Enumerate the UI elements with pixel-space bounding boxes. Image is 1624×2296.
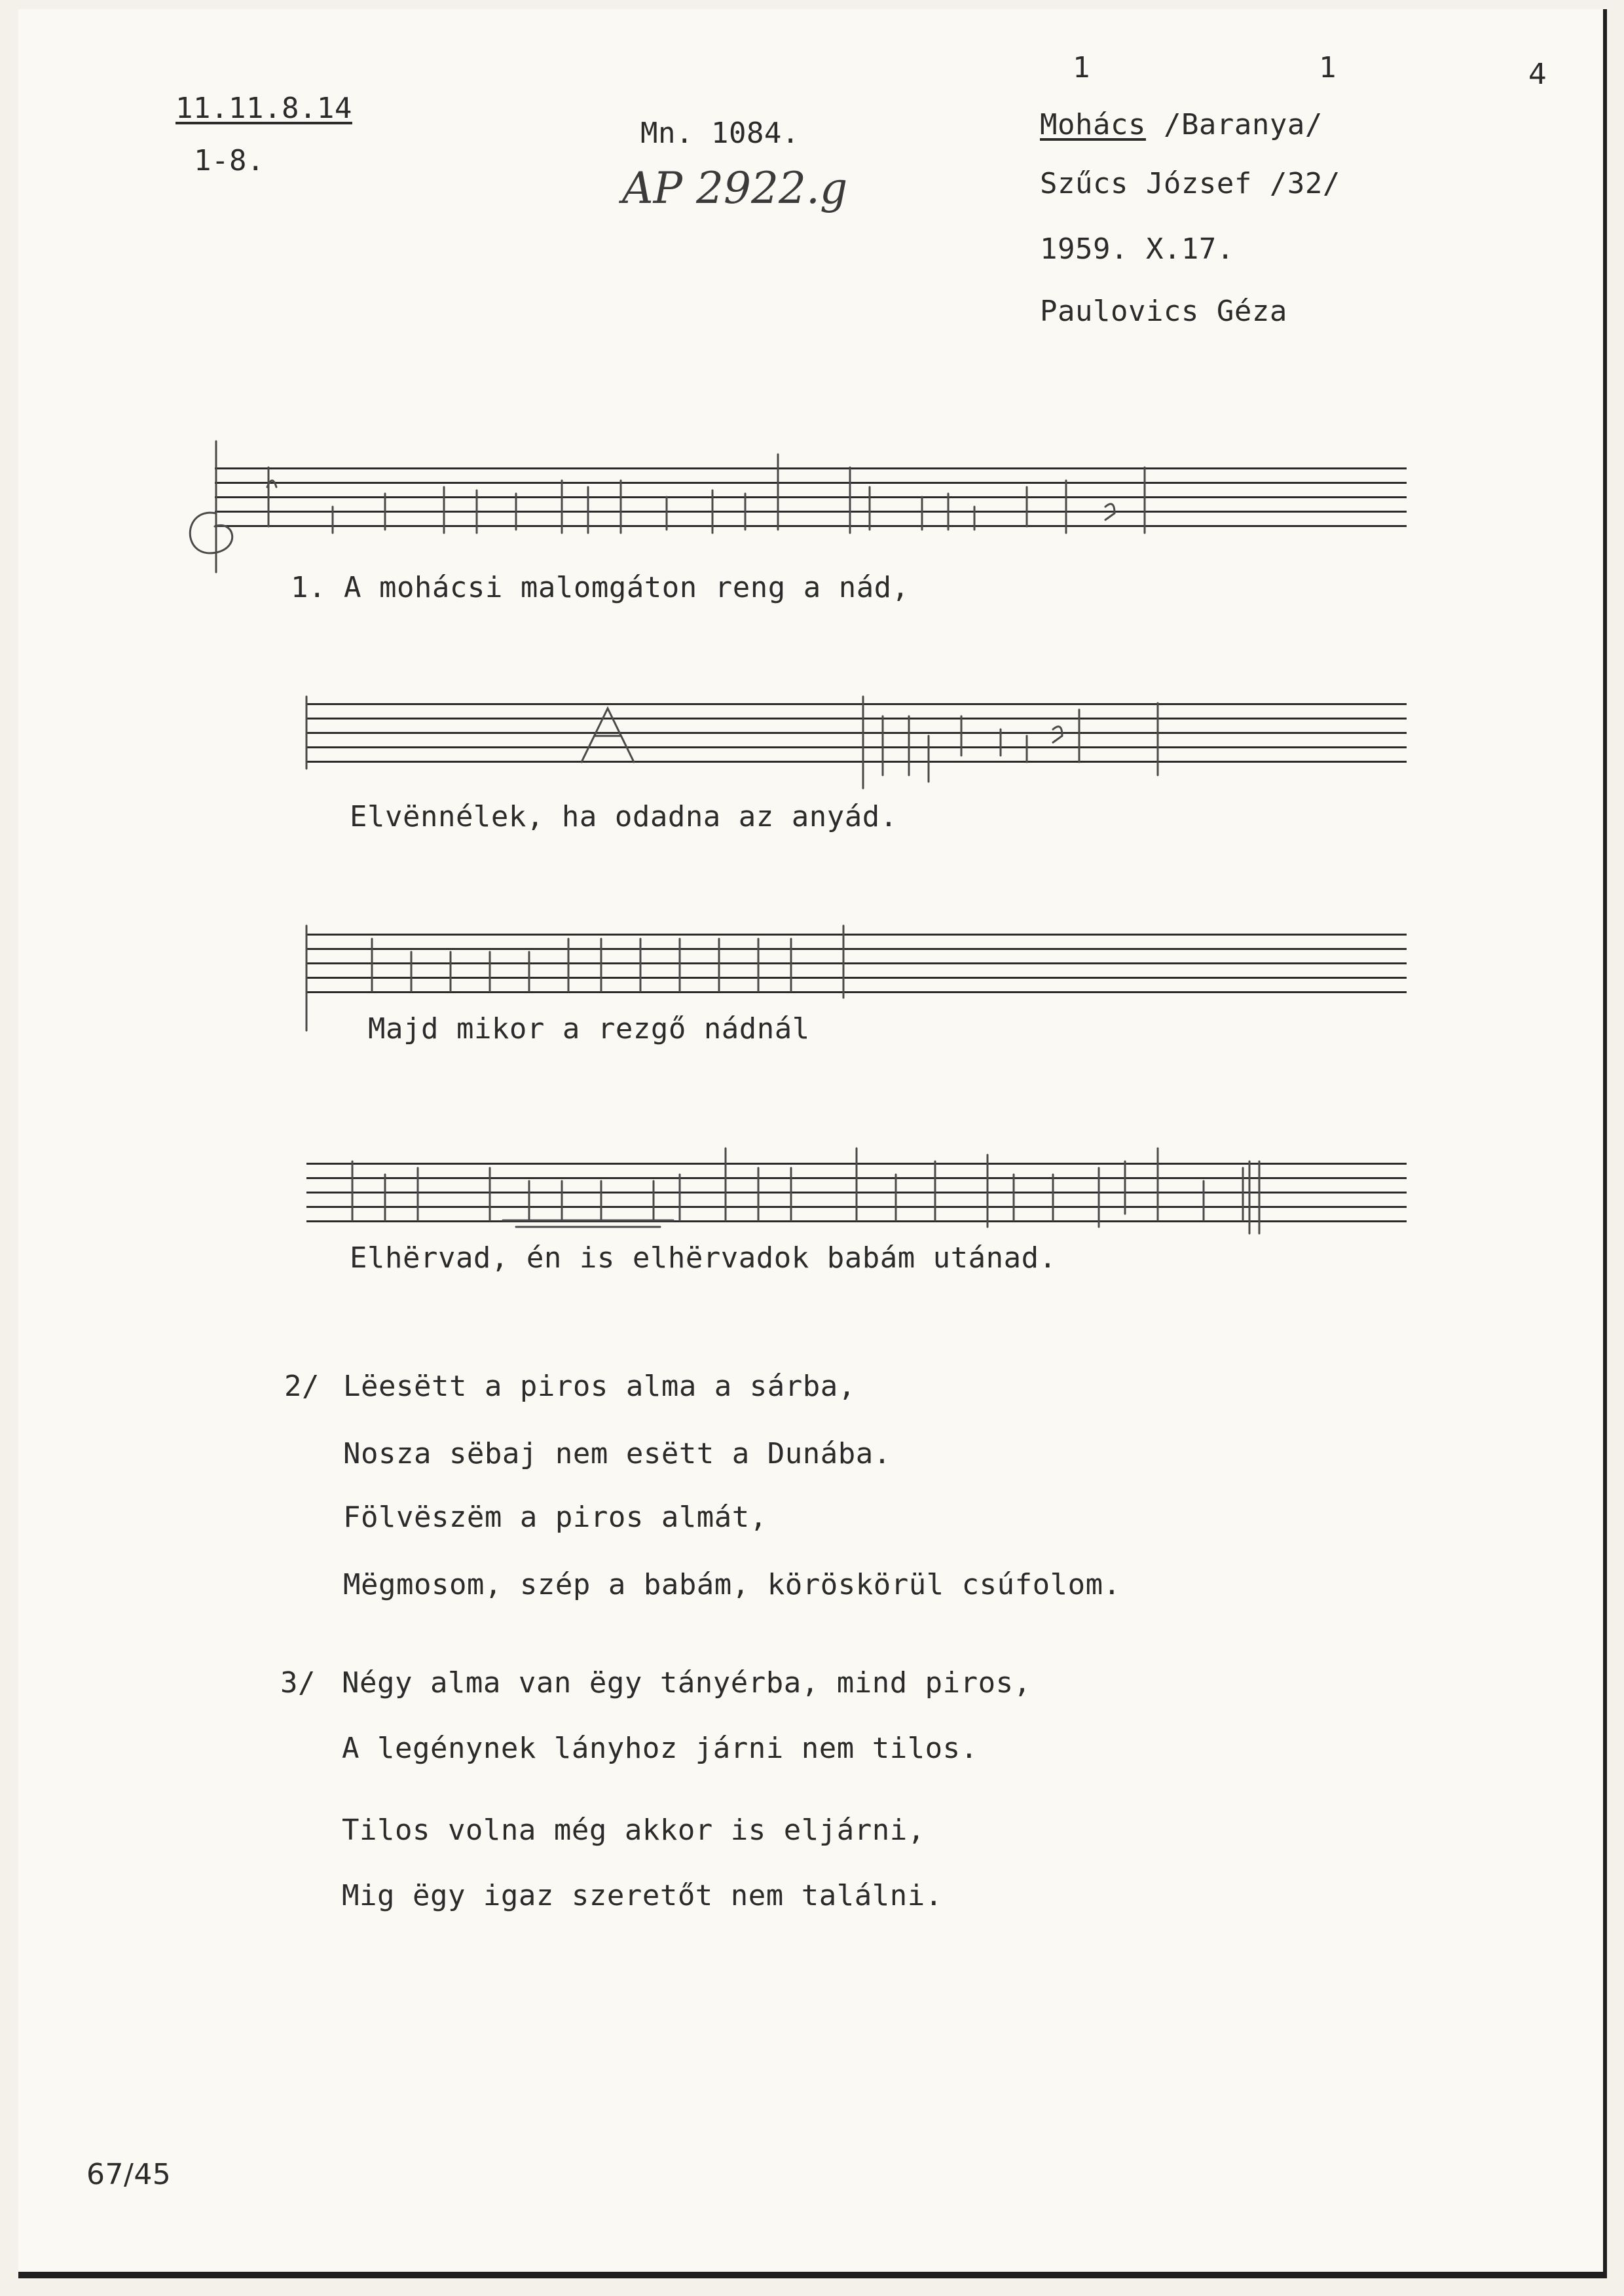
singer: Szűcs József /32/ [1040,167,1340,200]
music-staff-1 [215,467,1407,530]
place: Mohács [1040,108,1146,141]
place-line [1040,108,1323,141]
staff-1-pencil-notes [18,9,1607,2278]
handwritten-code: AP 2922.g [622,163,848,213]
page-number-c: 4 [1528,58,1547,91]
verse1-line2: Elvënnélek, ha odadna az anyád. [350,800,898,833]
music-staff-2 [306,703,1407,765]
verse1-line3: Majd mikor a rezgő nádnál [368,1012,810,1046]
verse2-line4: Mëgmosom, szép a babám, köröskörül csúfolom. [343,1568,1121,1601]
date: 1959. X.17. [1040,232,1234,266]
music-staff-3 [306,934,1407,996]
collector: Paulovics Géza [1040,295,1287,328]
verse3-line4: Mig ëgy igaz szeretőt nem találni. [342,1879,943,1912]
staff-3-pencil-notes [18,9,1607,2278]
verse2-line3: Fölvëszëm a piros almát, [343,1501,767,1534]
staff-4-pencil-notes [18,9,1607,2278]
verse1-line1: 1. A mohácsi malomgáton reng a nád, [291,571,910,604]
music-staff-4 [306,1163,1407,1225]
verse3-line1: Négy alma van ëgy tányérba, mind piros, [342,1666,1031,1700]
document-page [18,9,1607,2278]
verse3-line3: Tilos volna még akkor is eljárni, [342,1813,925,1847]
verse3-line2: A legénynek lányhoz járni nem tilos. [342,1732,978,1765]
page-number-a: 1 [1073,51,1090,84]
page-number-b: 1 [1319,51,1337,84]
verse2-line2: Nosza sëbaj nem esëtt a Dunába. [343,1437,891,1470]
staff-2-pencil-notes [18,9,1607,2278]
range-label: 1-8. [194,144,265,177]
archive-number: 67/45 [86,2158,172,2191]
manuscript-number: Mn. 1084. [640,117,800,150]
verse2-line1: Lëesëtt a piros alma a sárba, [343,1370,856,1403]
county: /Baranya/ [1163,108,1323,141]
verse2-label: 2/ [284,1370,320,1403]
verse3-label: 3/ [280,1666,316,1700]
verse1-line4: Elhërvad, én is elhërvadok babám utánad. [350,1241,1057,1275]
catalog-number: 11.11.8.14 [175,92,352,125]
